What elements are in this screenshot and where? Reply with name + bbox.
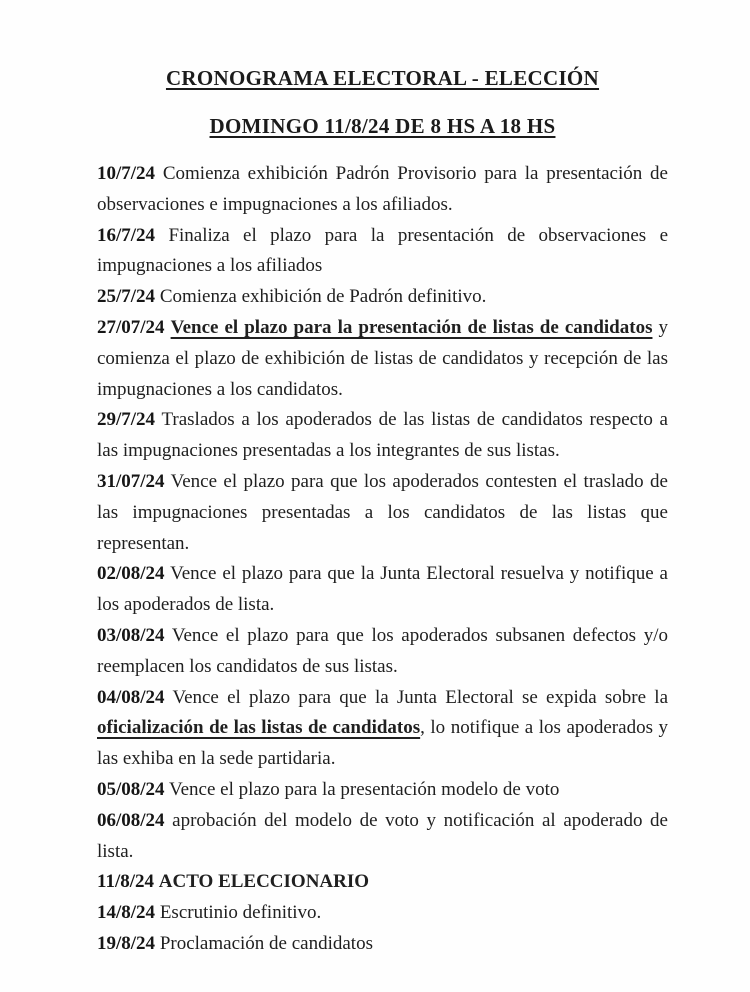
schedule-entry <box>97 806 668 868</box>
entry-text: Comienza exhibición Padrón Provisorio para la presentación de observaciones e impugnaciones a los afiliados. <box>97 163 668 215</box>
entry-text: Vence el plazo para que la Junta Electoral se expida sobre la <box>172 686 668 708</box>
entry-text: Finaliza el plazo para la presentación de observaciones e impugnaciones a los afiliados <box>97 224 669 277</box>
entry-date: 02/08/24 <box>97 563 165 585</box>
entry-date: 27/07/24 <box>97 316 165 338</box>
document-title: CRONOGRAMA ELECTORAL - ELECCIÓN <box>165 66 600 90</box>
entry-text: , lo notifique a los apoderados y las exhiba en la sede partidaria. <box>97 717 668 770</box>
entry-text: Vence el plazo para la presentación de listas de candidatos <box>170 316 653 338</box>
entry-text: y comienza el plazo de exhibición de listas de candidatos y recepción de las impugnaciones a los candidatos. <box>97 316 669 400</box>
entry-date: 05/08/24 <box>97 778 165 800</box>
entry-date: 06/08/24 <box>97 809 165 831</box>
entry-text: Comienza exhibición de Padrón definitivo. <box>159 286 487 308</box>
entry-text: Vence el plazo para que los apoderados contesten el traslado de las impugnaciones presentadas a los candidatos de las listas que representan. <box>97 470 668 554</box>
schedule-entry <box>97 867 668 898</box>
entry-text: aprobación del modelo de voto y notificación al apoderado de lista. <box>97 809 668 862</box>
schedule-entry <box>97 929 668 960</box>
entry-date: 25/7/24 <box>97 286 156 308</box>
entry-date: 16/7/24 <box>97 224 156 246</box>
entry-text: Vence el plazo para que la Junta Electoral resuelva y notifique a los apoderados de lista. <box>97 563 668 616</box>
entry-date: 29/7/24 <box>97 409 156 431</box>
entry-date: 03/08/24 <box>97 624 165 646</box>
schedule-entry <box>97 467 668 559</box>
document-subtitle: DOMINGO 11/8/24 DE 8 HS A 18 HS <box>209 114 556 138</box>
schedule-entry <box>97 221 668 283</box>
schedule-entry <box>97 282 668 313</box>
schedule-entry <box>97 313 668 405</box>
entry-text: Escrutinio definitivo. <box>159 902 322 924</box>
schedule-entry <box>97 775 668 806</box>
schedule-entry <box>97 683 668 775</box>
entry-date: 31/07/24 <box>97 470 165 492</box>
entry-text: Traslados a los apoderados de las listas de candidatos respecto a las impugnaciones presentadas a los integrantes de sus listas. <box>97 409 668 462</box>
entry-text: Proclamación de candidatos <box>159 932 373 954</box>
entry-text: oficialización de las listas de candidatos <box>97 717 421 739</box>
schedule-entry <box>97 159 668 221</box>
schedule-entry <box>97 898 668 929</box>
schedule-entry <box>97 621 668 683</box>
entry-text: Vence el plazo para la presentación modelo de voto <box>168 778 560 800</box>
entry-date: 04/08/24 <box>97 686 165 708</box>
schedule-entry <box>97 405 668 467</box>
schedule-entry <box>97 559 668 621</box>
entry-date: 11/8/24 <box>97 871 155 893</box>
entry-date: 19/8/24 <box>97 932 156 954</box>
entry-date: 10/7/24 <box>97 163 156 184</box>
schedule-entries <box>97 159 668 960</box>
entry-text: Vence el plazo para que los apoderados subsanen defectos y/o reemplacen los candidatos de sus listas. <box>97 624 668 677</box>
entry-date: 14/8/24 <box>97 902 156 924</box>
entry-text: ACTO ELECCIONARIO <box>158 871 370 893</box>
